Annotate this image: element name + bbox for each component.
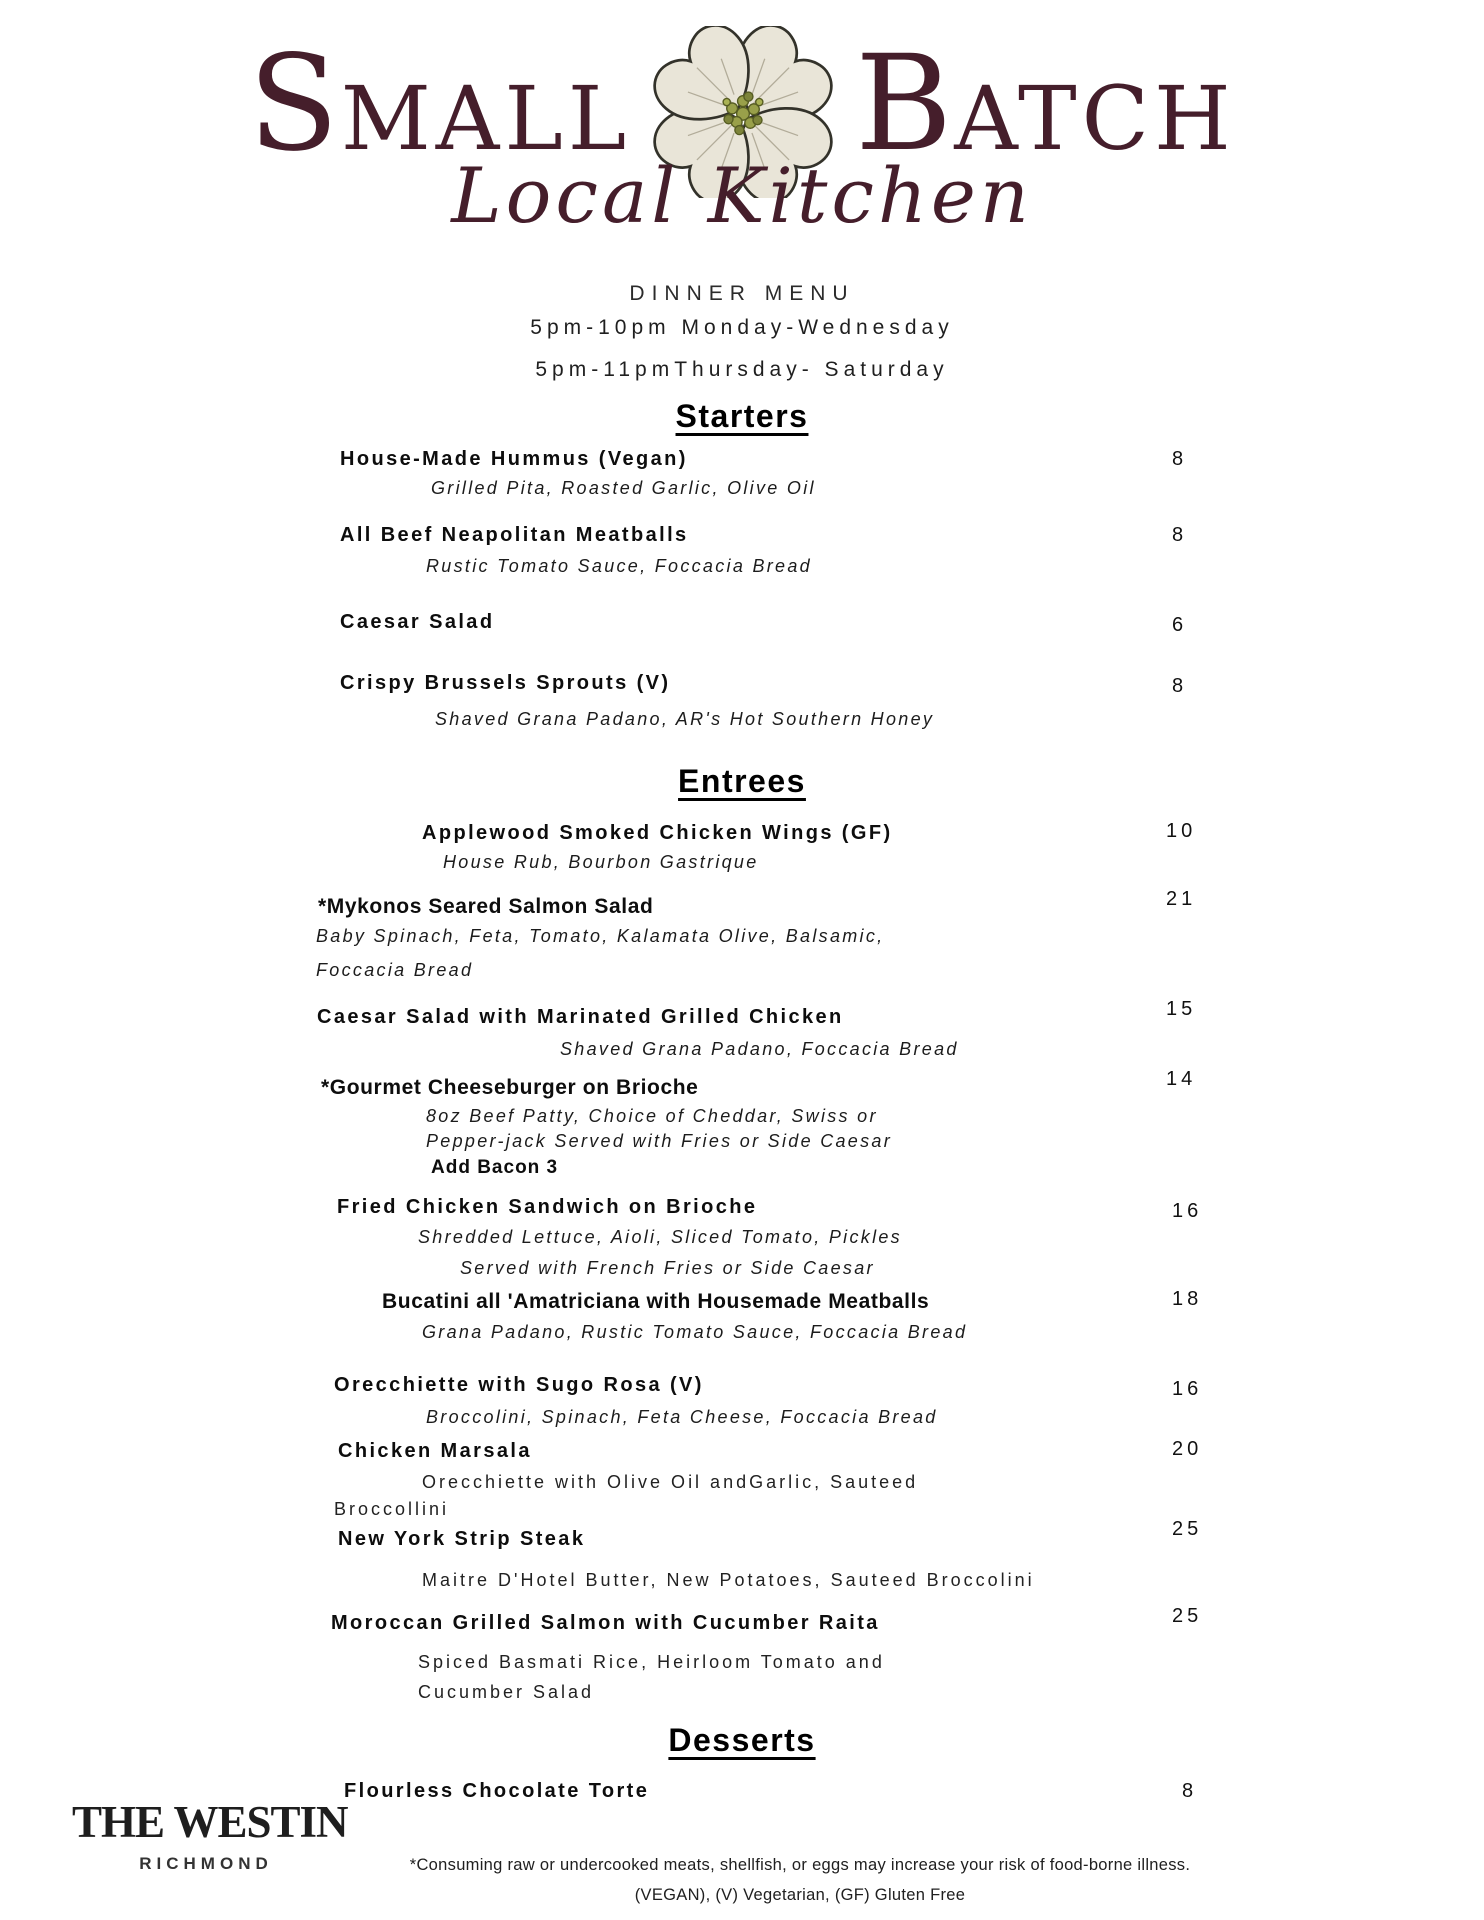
menu-item-desc: Broccollini — [334, 1499, 450, 1519]
westin-logo: THE WESTIN — [72, 1797, 348, 1847]
menu-item-price: 15 — [1166, 998, 1197, 1020]
menu-item-desc: House Rub, Bourbon Gastrique — [443, 852, 759, 872]
menu-item-name: *Mykonos Seared Salmon Salad — [318, 895, 654, 918]
menu-item-price: 16 — [1172, 1200, 1203, 1222]
menu-item-name: Applewood Smoked Chicken Wings (GF) — [422, 822, 893, 844]
menu-item-name: Fried Chicken Sandwich on Brioche — [337, 1196, 758, 1218]
westin-city-label: RICHMOND — [139, 1854, 273, 1873]
menu-item-name: Moroccan Grilled Salmon with Cucumber Raita — [331, 1612, 880, 1634]
menu-item-name: Crispy Brussels Sprouts (V) — [340, 672, 671, 694]
menu-item-desc: Broccolini, Spinach, Feta Cheese, Foccacia Bread — [426, 1407, 938, 1427]
menu-item-name: Chicken Marsala — [338, 1440, 532, 1462]
menu-item-price: 6 — [1172, 614, 1188, 636]
logo-word-batch: BATCH — [855, 27, 1236, 181]
dietary-legend-text: (VEGAN), (V) Vegetarian, (GF) Gluten Free — [634, 1886, 966, 1904]
hours-line-2: 5pm-11pmThursday- Saturday — [535, 358, 949, 381]
menu-item-price: 25 — [1172, 1605, 1203, 1627]
menu-item-name: House-Made Hummus (Vegan) — [340, 448, 688, 470]
menu-item-name: New York Strip Steak — [338, 1528, 586, 1550]
menu-item-desc: Spiced Basmati Rice, Heirloom Tomato and — [418, 1652, 885, 1672]
hours-line-1: 5pm-10pm Monday-Wednesday — [530, 316, 954, 339]
section-heading-desserts: Desserts — [668, 1722, 816, 1758]
menu-item-desc: Foccacia Bread — [316, 960, 474, 980]
menu-item-desc: Baby Spinach, Feta, Tomato, Kalamata Olive, Balsamic, — [316, 926, 885, 946]
menu-item-desc: Cucumber Salad — [418, 1682, 595, 1702]
menu-item-price: 21 — [1166, 888, 1197, 910]
menu-title: DINNER MENU — [629, 282, 855, 305]
logo-word-small: SMALL — [248, 27, 632, 181]
menu-item-price: 8 — [1172, 448, 1188, 470]
menu-item-name: Flourless Chocolate Torte — [344, 1780, 650, 1802]
menu-item-name: Bucatini all 'Amatriciana with Housemade Meatballs — [382, 1290, 930, 1313]
menu-item-desc: Rustic Tomato Sauce, Foccacia Bread — [426, 556, 812, 576]
menu-item-price: 8 — [1172, 524, 1188, 546]
menu-item-name: Orecchiette with Sugo Rosa (V) — [334, 1374, 704, 1396]
menu-item-name: *Gourmet Cheeseburger on Brioche — [321, 1076, 699, 1099]
menu-item-price: 10 — [1166, 820, 1197, 842]
brand-tagline: Local Kitchen — [451, 151, 1033, 240]
menu-item-name: All Beef Neapolitan Meatballs — [340, 524, 689, 546]
menu-item-name: Caesar Salad with Marinated Grilled Chicken — [317, 1006, 844, 1028]
menu-item-desc: Shaved Grana Padano, Foccacia Bread — [560, 1039, 959, 1059]
menu-item-desc: Grana Padano, Rustic Tomato Sauce, Foccacia Bread — [422, 1322, 968, 1342]
menu-item-name: Caesar Salad — [340, 611, 495, 633]
menu-item-desc: Shredded Lettuce, Aioli, Sliced Tomato, Pickles — [418, 1227, 902, 1247]
menu-item-price: 18 — [1172, 1288, 1203, 1310]
menu-item-desc: Pepper-jack Served with Fries or Side Caesar — [426, 1131, 893, 1151]
menu-item-desc: Served with French Fries or Side Caesar — [460, 1258, 875, 1278]
menu-item-price: 16 — [1172, 1378, 1203, 1400]
section-heading-starters: Starters — [675, 398, 809, 434]
menu-item-price: 25 — [1172, 1518, 1203, 1540]
menu-item-desc: Orecchiette with Olive Oil andGarlic, Sauteed — [422, 1472, 919, 1492]
menu-item-desc: Shaved Grana Padano, AR's Hot Southern Honey — [435, 709, 935, 729]
menu-item-price: 8 — [1172, 675, 1188, 697]
menu-item-price: 20 — [1172, 1438, 1203, 1460]
menu-item-desc: 8oz Beef Patty, Choice of Cheddar, Swiss or — [426, 1106, 878, 1126]
menu-item-addon: Add Bacon 3 — [431, 1157, 559, 1178]
menu-item-price: 8 — [1182, 1780, 1198, 1802]
section-heading-entrees: Entrees — [678, 763, 806, 799]
menu-item-desc: Grilled Pita, Roasted Garlic, Olive Oil — [431, 478, 816, 498]
disclaimer-text: *Consuming raw or undercooked meats, shellfish, or eggs may increase your risk of food-borne illness. — [409, 1856, 1191, 1874]
menu-item-desc: Maitre D'Hotel Butter, New Potatoes, Sauteed Broccolini — [422, 1570, 1035, 1590]
menu-item-price: 14 — [1166, 1068, 1197, 1090]
